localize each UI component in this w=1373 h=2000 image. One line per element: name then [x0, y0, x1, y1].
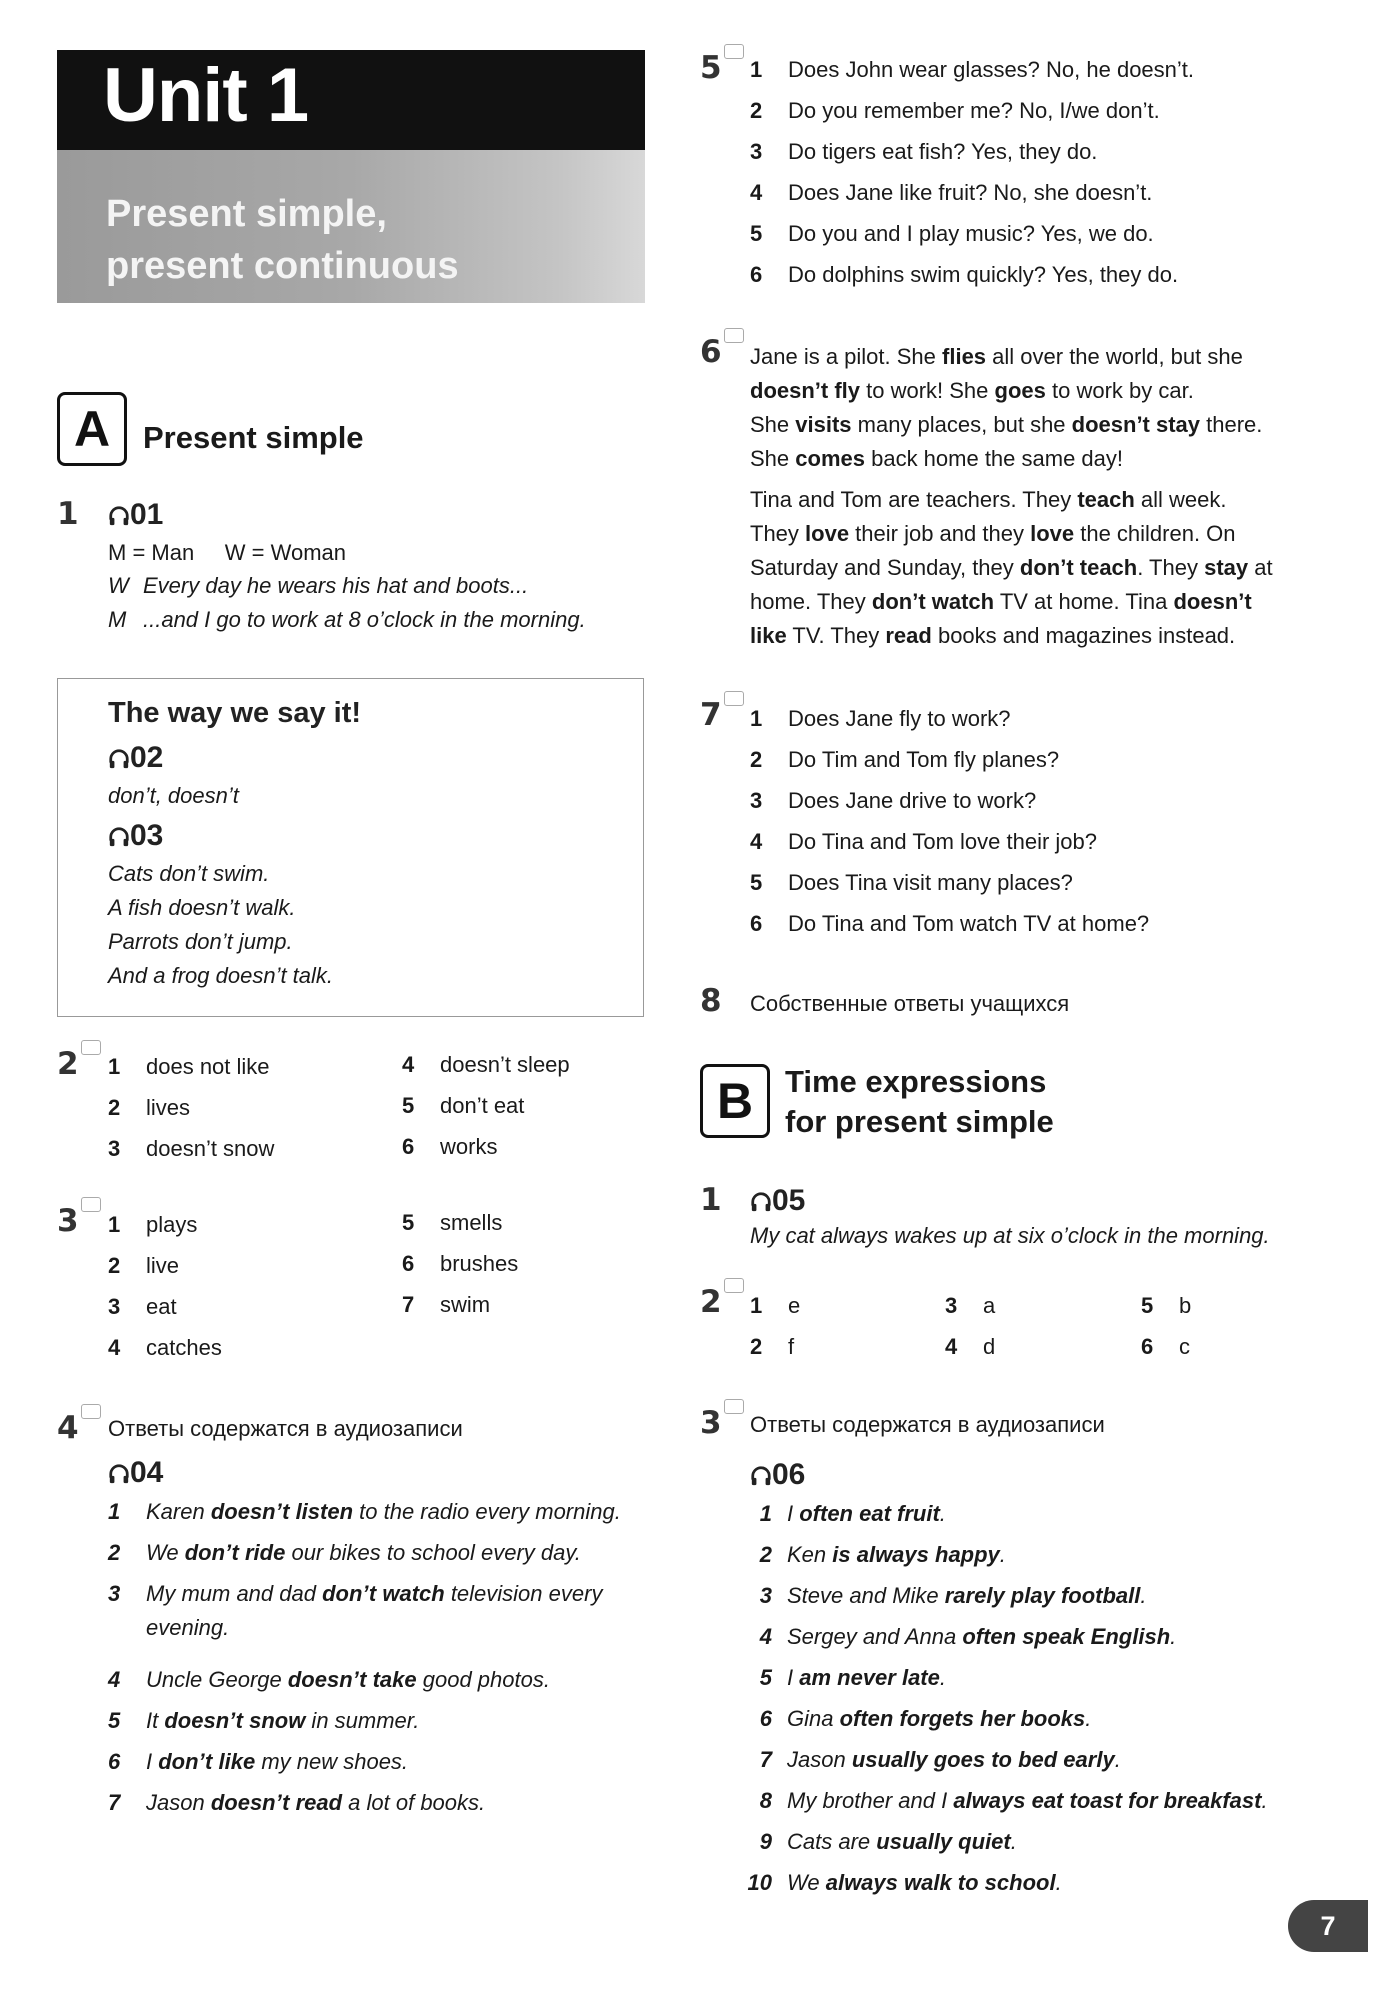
item-text: .: [1055, 1870, 1062, 1895]
b3-audio[interactable]: [750, 1458, 805, 1492]
item-answer: usually goes to bed early: [851, 1747, 1115, 1772]
ex4-audio-label: 04: [130, 1456, 164, 1489]
ex4-item: [108, 1792, 485, 1814]
b3-item: [735, 1872, 1062, 1894]
item-text: Uncle George: [146, 1667, 288, 1692]
item-answer: doesn’t listen: [210, 1499, 354, 1524]
item-text: Gina: [787, 1706, 840, 1731]
unit-subtitle-line2: present continuous: [106, 245, 459, 287]
b3-item: [735, 1585, 1147, 1607]
headphones-icon: [108, 1463, 130, 1485]
answer: visits: [795, 412, 852, 437]
ex7-number: [700, 697, 744, 733]
item-text: Steve and Mike: [787, 1583, 945, 1608]
ex6-p2-line: [750, 591, 1252, 613]
item-number: 6: [750, 911, 763, 936]
item-text: My mum and dad: [146, 1581, 323, 1606]
ex6-p1-line: [750, 414, 1262, 436]
item-text: Sergey and Anna: [787, 1624, 963, 1649]
speech-bubble-icon: [81, 1040, 101, 1055]
item-text: a lot of books.: [342, 1790, 486, 1815]
b1-text: My cat always wakes up at six o’clock in the morning.: [750, 1223, 1270, 1248]
answer: don’t watch: [871, 589, 995, 614]
ex5-item: [750, 182, 1152, 204]
item-text: Jason: [146, 1790, 211, 1815]
item-text: .: [939, 1665, 946, 1690]
item-text: to the radio every morning.: [353, 1499, 621, 1524]
speech-bubble-icon: [81, 1404, 101, 1419]
headphones-icon: [750, 1465, 772, 1487]
ex6-number: [700, 334, 744, 370]
ex2-item: [108, 1097, 190, 1119]
b2-number-text: 2: [700, 1284, 722, 1320]
speech-bubble-icon: [81, 1197, 101, 1212]
text: back home the same day!: [864, 446, 1124, 471]
item-text: Cats are: [787, 1829, 877, 1854]
text: home. They: [750, 589, 872, 614]
item-text: television every: [444, 1581, 603, 1606]
item-text: I: [787, 1665, 800, 1690]
item-answer: am never late: [799, 1665, 940, 1690]
item-answer: rarely play football: [944, 1583, 1141, 1608]
ex4-item: [108, 1669, 550, 1691]
item-number: 6: [402, 1251, 415, 1276]
ex4-item-continuation: evening.: [146, 1615, 230, 1640]
ex5-item: [750, 141, 1097, 163]
section-b-title-line2: for present simple: [785, 1104, 1054, 1139]
item-text: Ken: [787, 1542, 833, 1567]
text: at: [1248, 555, 1273, 580]
section-a-letter: A: [57, 392, 127, 466]
ex4-note: Ответы содержатся в аудиозаписи: [108, 1416, 463, 1441]
item-number: 1: [108, 1499, 121, 1524]
page-number: 7: [1288, 1900, 1368, 1952]
ex6-p1-line: [750, 346, 1243, 368]
item-text: Do Tina and Tom love their job?: [788, 829, 1097, 854]
item-text: .: [1085, 1706, 1092, 1731]
b3-number: [700, 1405, 744, 1441]
item-answer: often forgets her books: [839, 1706, 1086, 1731]
b1-audio-label: 05: [772, 1184, 806, 1217]
speech-bubble-icon: [724, 691, 744, 706]
answer: goes: [994, 378, 1046, 403]
ex2-number: [57, 1046, 101, 1082]
item-number: 5: [759, 1665, 772, 1690]
b3-item: [735, 1503, 946, 1525]
ex3-item: [402, 1253, 518, 1275]
item-text: It: [146, 1708, 165, 1733]
item-text: a: [983, 1293, 996, 1318]
way-audio-03[interactable]: [108, 819, 163, 853]
item-text: doesn’t snow: [146, 1136, 275, 1161]
item-text: I: [146, 1749, 159, 1774]
item-answer: doesn’t take: [287, 1667, 417, 1692]
speaker-label: W: [108, 573, 129, 598]
item-number: 2: [759, 1542, 772, 1567]
ex5-number-text: 5: [700, 50, 722, 86]
ex1-number: 1: [57, 496, 79, 532]
ex7-number-text: 7: [700, 697, 722, 733]
item-number: 4: [945, 1334, 958, 1359]
item-text: good photos.: [416, 1667, 550, 1692]
text: She: [750, 412, 796, 437]
item-number: 4: [750, 829, 763, 854]
item-text: Do tigers eat fish? Yes, they do.: [788, 139, 1098, 164]
item-number: 4: [750, 180, 763, 205]
item-number: 1: [750, 57, 763, 82]
ex3-item: [108, 1296, 177, 1318]
b3-item: [735, 1790, 1268, 1812]
headphones-icon: [750, 1191, 772, 1213]
ex1-line-text: Every day he wears his hat and boots...: [143, 573, 529, 598]
item-number: 1: [108, 1054, 121, 1079]
answer: comes: [795, 446, 865, 471]
item-number: 3: [750, 788, 763, 813]
item-number: 4: [108, 1335, 121, 1360]
item-number: 4: [108, 1667, 121, 1692]
text: many places, but she: [851, 412, 1072, 437]
speaker-label: M: [108, 607, 127, 632]
item-number: 2: [750, 98, 763, 123]
item-number: 6: [750, 262, 763, 287]
item-number: 1: [108, 1212, 121, 1237]
item-number: 3: [108, 1581, 121, 1606]
item-number: 5: [108, 1708, 121, 1733]
ex5-item: [750, 59, 1194, 81]
ex3-item: [402, 1294, 490, 1316]
way-poem-line: And a frog doesn’t talk.: [108, 963, 334, 988]
item-text: Do Tina and Tom watch TV at home?: [788, 911, 1150, 936]
ex4-item: [108, 1501, 621, 1523]
item-number: 4: [402, 1052, 415, 1077]
ex1-legend: M = Man W = Woman: [108, 540, 346, 565]
item-answer: doesn’t snow: [164, 1708, 306, 1733]
b1-number: 1: [700, 1182, 722, 1218]
ex3-number: [57, 1203, 101, 1239]
item-number: 5: [1141, 1293, 1154, 1318]
item-number: 1: [759, 1501, 772, 1526]
ex6-number-text: 6: [700, 334, 722, 370]
item-number: 3: [750, 139, 763, 164]
ex3-item: [108, 1214, 197, 1236]
item-answer: doesn’t read: [210, 1790, 343, 1815]
ex5-item: [750, 264, 1178, 286]
item-text: .: [1261, 1788, 1268, 1813]
headphones-icon: [108, 826, 130, 848]
ex5-number: [700, 50, 744, 86]
text: books and magazines instead.: [931, 623, 1236, 648]
ex6-p1-line: [750, 448, 1123, 470]
answer: flies: [942, 344, 987, 369]
text: Tina and Tom are teachers. They: [750, 487, 1078, 512]
speech-bubble-icon: [724, 328, 744, 343]
item-text: plays: [146, 1212, 198, 1237]
ex6-p2-line: [750, 523, 1236, 545]
item-text: don’t eat: [440, 1093, 525, 1118]
answer: stay: [1204, 555, 1249, 580]
item-number: 1: [750, 1293, 763, 1318]
ex4-number: [57, 1410, 101, 1446]
item-text: in summer.: [305, 1708, 420, 1733]
unit-subtitle: [106, 188, 459, 292]
item-number: 2: [750, 1334, 763, 1359]
ex6-p1-line: [750, 380, 1194, 402]
item-text: does not like: [146, 1054, 270, 1079]
item-text: Do you remember me? No, I/we don’t.: [788, 98, 1160, 123]
b3-item: [735, 1667, 946, 1689]
answer: like: [750, 623, 787, 648]
b3-item: [735, 1626, 1176, 1648]
item-text: Karen: [146, 1499, 211, 1524]
b3-number-text: 3: [700, 1405, 722, 1441]
b2-item: [1141, 1295, 1191, 1317]
item-number: 1: [750, 706, 763, 731]
item-number: 3: [759, 1583, 772, 1608]
item-number: 3: [108, 1136, 121, 1161]
b3-note: Ответы содержатся в аудиозаписи: [750, 1412, 1105, 1437]
item-number: 2: [108, 1540, 121, 1565]
ex5-item: [750, 100, 1160, 122]
item-text: Do Tim and Tom fly planes?: [788, 747, 1060, 772]
item-text: We: [146, 1540, 185, 1565]
headphones-icon: [108, 505, 130, 527]
b3-item: [735, 1749, 1121, 1771]
b2-item: [750, 1295, 800, 1317]
way-audio-02[interactable]: [108, 741, 163, 775]
way-audio-02-label: 02: [130, 741, 164, 774]
ex1-audio[interactable]: [108, 498, 163, 532]
item-number: 5: [402, 1093, 415, 1118]
item-text: Jason: [787, 1747, 852, 1772]
way-poem-line: A fish doesn’t walk.: [108, 895, 296, 920]
section-a-title: Present simple: [143, 420, 364, 455]
text: all over the world, but she: [986, 344, 1243, 369]
item-answer: often speak English: [962, 1624, 1171, 1649]
item-text: live: [146, 1253, 180, 1278]
item-number: 6: [402, 1134, 415, 1159]
item-text: We: [787, 1870, 826, 1895]
b2-item: [945, 1336, 995, 1358]
speech-bubble-icon: [724, 44, 744, 59]
b2-number: [700, 1284, 744, 1320]
text: Jane is a pilot. She: [750, 344, 943, 369]
headphones-icon: [108, 748, 130, 770]
item-text: eat: [146, 1294, 177, 1319]
b3-item: [735, 1544, 1006, 1566]
answer: doesn’t: [1173, 589, 1252, 614]
ex4-item: [108, 1710, 419, 1732]
item-answer: often eat fruit: [799, 1501, 940, 1526]
text: She: [750, 446, 796, 471]
ex8-text: Собственные ответы учащихся: [750, 991, 1070, 1016]
ex2-item: [402, 1095, 524, 1117]
item-text: Do dolphins swim quickly? Yes, they do.: [788, 262, 1179, 287]
text: . They: [1137, 555, 1205, 580]
text: their job and they: [849, 521, 1031, 546]
item-text: Does John wear glasses? No, he doesn’t.: [788, 57, 1195, 82]
ex4-number-text: 4: [57, 1410, 79, 1446]
item-text: c: [1179, 1334, 1190, 1359]
item-text: .: [1010, 1829, 1017, 1854]
item-number: 8: [759, 1788, 772, 1813]
item-number: 5: [402, 1210, 415, 1235]
section-b-letter: B: [700, 1064, 770, 1138]
ex1-line-1: [108, 575, 528, 597]
b2-item: [750, 1336, 794, 1358]
item-text: my new shoes.: [255, 1749, 409, 1774]
b2-item: [945, 1295, 995, 1317]
speech-bubble-icon: [724, 1399, 744, 1414]
unit-subtitle-line1: Present simple,: [106, 193, 387, 235]
item-number: 4: [759, 1624, 772, 1649]
b3-item: [735, 1708, 1091, 1730]
answer: doesn’t stay: [1071, 412, 1201, 437]
item-text: My brother and I: [787, 1788, 954, 1813]
item-answer: is always happy: [832, 1542, 1000, 1567]
text: to work! She: [860, 378, 995, 403]
speech-bubble-icon: [724, 1278, 744, 1293]
item-text: .: [999, 1542, 1006, 1567]
ex7-item: [750, 749, 1059, 771]
ex4-audio[interactable]: [108, 1456, 163, 1490]
item-number: 3: [108, 1294, 121, 1319]
ex7-item: [750, 872, 1073, 894]
ex3-item: [108, 1337, 222, 1359]
item-text: lives: [146, 1095, 191, 1120]
item-number: 2: [750, 747, 763, 772]
way-line-dont-doesnt: don’t, doesn’t: [108, 783, 239, 808]
item-text: .: [1140, 1583, 1147, 1608]
item-text: Do you and I play music? Yes, we do.: [788, 221, 1154, 246]
b3-item: [735, 1831, 1017, 1853]
item-number: 5: [750, 221, 763, 246]
answer: teach: [1077, 487, 1135, 512]
way-poem-line: Cats don’t swim.: [108, 861, 270, 886]
ex7-item: [750, 913, 1149, 935]
text: there.: [1200, 412, 1263, 437]
text: to work by car.: [1045, 378, 1194, 403]
ex1-audio-label: 01: [130, 498, 164, 531]
ex2-item: [108, 1138, 274, 1160]
item-text: works: [440, 1134, 498, 1159]
ex7-item: [750, 831, 1097, 853]
item-text: Does Jane fly to work?: [788, 706, 1011, 731]
text: They: [750, 521, 806, 546]
answer: read: [885, 623, 932, 648]
item-number: 2: [108, 1095, 121, 1120]
item-number: 7: [402, 1292, 415, 1317]
text: TV at home. Tina: [994, 589, 1174, 614]
item-text: Does Jane like fruit? No, she doesn’t.: [788, 180, 1153, 205]
item-number: 5: [750, 870, 763, 895]
item-number: 7: [759, 1747, 772, 1772]
text: the children. On: [1074, 521, 1236, 546]
item-text: Does Tina visit many places?: [788, 870, 1073, 895]
text: Saturday and Sunday, they: [750, 555, 1020, 580]
ex8-number: 8: [700, 983, 722, 1019]
answer: love: [805, 521, 850, 546]
b3-audio-label: 06: [772, 1458, 806, 1491]
item-answer: don’t like: [158, 1749, 256, 1774]
item-text: b: [1179, 1293, 1192, 1318]
ex1-line-text: ...and I go to work at 8 o’clock in the morning.: [143, 607, 586, 632]
answer: love: [1030, 521, 1075, 546]
item-answer: don’t ride: [184, 1540, 286, 1565]
ex2-item: [108, 1056, 270, 1078]
ex6-p2-line: [750, 557, 1273, 579]
way-audio-03-label: 03: [130, 819, 164, 852]
ex4-item: [108, 1751, 408, 1773]
way-box-title: The way we say it!: [108, 697, 362, 729]
text: all week.: [1134, 487, 1227, 512]
ex2-item: [402, 1136, 497, 1158]
item-text: f: [788, 1334, 795, 1359]
text: TV. They: [786, 623, 886, 648]
way-poem-line: Parrots don’t jump.: [108, 929, 293, 954]
item-answer: don’t watch: [322, 1581, 445, 1606]
item-number: 9: [759, 1829, 772, 1854]
ex4-item: [108, 1583, 602, 1605]
ex6-p2-line: [750, 489, 1227, 511]
item-text: d: [983, 1334, 996, 1359]
ex1-line-2: [108, 609, 586, 631]
item-text: Does Jane drive to work?: [788, 788, 1037, 813]
item-text: .: [1114, 1747, 1121, 1772]
item-number: 7: [108, 1790, 121, 1815]
ex5-item: [750, 223, 1154, 245]
item-number: 6: [108, 1749, 121, 1774]
item-text: brushes: [440, 1251, 519, 1276]
item-answer: usually quiet: [876, 1829, 1011, 1854]
answer: doesn’t fly: [750, 378, 861, 403]
ex6-p2-line: [750, 625, 1235, 647]
item-number: 6: [1141, 1334, 1154, 1359]
item-answer: always walk to school: [825, 1870, 1056, 1895]
unit-title: Unit 1: [103, 53, 309, 138]
ex7-item: [750, 708, 1011, 730]
ex2-item: [402, 1054, 570, 1076]
item-text: smells: [440, 1210, 503, 1235]
item-text: .: [939, 1501, 946, 1526]
item-number: 10: [747, 1870, 772, 1895]
item-number: 3: [945, 1293, 958, 1318]
ex3-item: [402, 1212, 502, 1234]
b2-item: [1141, 1336, 1190, 1358]
item-text: I: [787, 1501, 800, 1526]
item-number: 2: [108, 1253, 121, 1278]
item-text: e: [788, 1293, 801, 1318]
section-b-title-line1: Time expressions: [785, 1064, 1047, 1099]
item-text: .: [1170, 1624, 1177, 1649]
item-answer: always eat toast for breakfast: [953, 1788, 1262, 1813]
b1-audio[interactable]: [750, 1184, 805, 1218]
ex3-item: [108, 1255, 179, 1277]
ex7-item: [750, 790, 1036, 812]
item-number: 6: [759, 1706, 772, 1731]
ex4-item: [108, 1542, 581, 1564]
answer: don’t teach: [1019, 555, 1138, 580]
item-text: swim: [440, 1292, 491, 1317]
section-b-title: [785, 1062, 1054, 1142]
ex2-number-text: 2: [57, 1046, 79, 1082]
ex3-number-text: 3: [57, 1203, 79, 1239]
item-text: catches: [146, 1335, 222, 1360]
item-text: our bikes to school every day.: [285, 1540, 581, 1565]
item-text: doesn’t sleep: [440, 1052, 570, 1077]
